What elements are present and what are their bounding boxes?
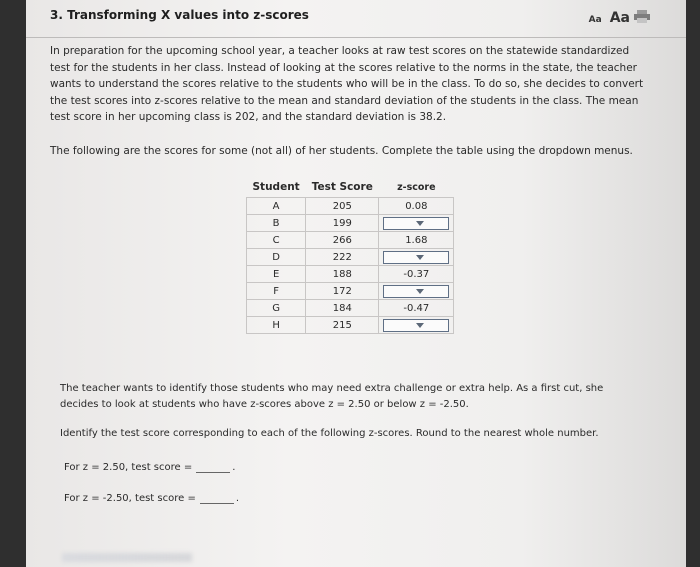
- table-row: [247, 317, 454, 334]
- z-score-cell: 1.68: [379, 232, 454, 249]
- student-cell: G: [247, 300, 306, 317]
- chevron-down-icon: [416, 255, 424, 260]
- z-score-dropdown[interactable]: [383, 319, 449, 332]
- page: [26, 0, 686, 567]
- blurred-footer: [62, 553, 192, 562]
- student-cell: A: [247, 198, 306, 215]
- score-cell: 205: [306, 198, 379, 215]
- test-score-input-negative[interactable]: [200, 492, 234, 504]
- print-icon[interactable]: [634, 10, 650, 23]
- z-score-cell: -0.47: [379, 300, 454, 317]
- score-cell: 266: [306, 232, 379, 249]
- scores-table: [246, 181, 454, 334]
- z-score-dropdown[interactable]: [383, 251, 449, 264]
- intro-paragraph: In preparation for the upcoming school year, a teacher looks at raw test scores on the statewide standardized test for the students in her class. Instead of looking at the scores relative to the norms in the state, the teacher wants to understand the scores relative to the students who will be in the class. To do so, she decides to convert the test scores into z-scores relative to the mean and standard deviation of the students in the class. The mean test score in her upcoming class is 202, and the standard deviation is 38.2.: [50, 45, 644, 123]
- test-score-input-positive[interactable]: [196, 461, 230, 473]
- student-cell: H: [247, 317, 306, 334]
- z-score-cell: [379, 249, 454, 266]
- student-cell: D: [247, 249, 306, 266]
- z-score-cell: 0.08: [379, 198, 454, 215]
- student-cell: F: [247, 283, 306, 300]
- z-score-dropdown[interactable]: [383, 217, 449, 230]
- answer-z-positive: For z = 2.50, test score = .: [64, 462, 236, 473]
- chevron-down-icon: [416, 323, 424, 328]
- table-row: [247, 249, 454, 266]
- z-score-dropdown[interactable]: [383, 285, 449, 298]
- header-divider: [26, 37, 686, 38]
- score-cell: 215: [306, 317, 379, 334]
- table-row: [247, 266, 454, 283]
- table-row: [247, 198, 454, 215]
- chevron-down-icon: [416, 221, 424, 226]
- answer-label: For z = -2.50, test score =: [64, 493, 196, 504]
- font-large-button[interactable]: Aa: [609, 10, 630, 26]
- question-identify-scores: Identify the test score corresponding to each of the following z-scores. Round to the nearest whole number.: [60, 428, 599, 439]
- student-cell: E: [247, 266, 306, 283]
- chevron-down-icon: [416, 289, 424, 294]
- table-row: [247, 300, 454, 317]
- header-test-score: Test Score: [311, 181, 373, 193]
- score-cell: 188: [306, 266, 379, 283]
- answer-z-negative: For z = -2.50, test score = .: [64, 493, 240, 504]
- answer-label: For z = 2.50, test score =: [64, 462, 193, 473]
- score-cell: 172: [306, 283, 379, 300]
- question-title: 3. Transforming X values into z-scores: [50, 8, 309, 22]
- header-student: Student: [252, 181, 300, 193]
- z-score-cell: [379, 283, 454, 300]
- z-score-cell: -0.37: [379, 266, 454, 283]
- score-cell: 199: [306, 215, 379, 232]
- table-instructions: The following are the scores for some (not all) of her students. Complete the table using the dropdown menus.: [50, 145, 633, 157]
- question-extra-help: The teacher wants to identify those students who may need extra challenge or extra help. As a first cut, she decides to look at students who have z-scores above z = 2.50 or below z = -2.50.: [60, 383, 604, 410]
- z-score-cell: [379, 317, 454, 334]
- student-cell: B: [247, 215, 306, 232]
- header-z-score: z-score: [397, 181, 436, 193]
- font-size-controls: [589, 10, 630, 26]
- table-row: [247, 215, 454, 232]
- table-row: [247, 283, 454, 300]
- score-cell: 222: [306, 249, 379, 266]
- table-row: [247, 232, 454, 249]
- font-small-button[interactable]: Aa: [588, 15, 602, 25]
- score-cell: 184: [306, 300, 379, 317]
- student-cell: C: [247, 232, 306, 249]
- z-score-cell: [379, 215, 454, 232]
